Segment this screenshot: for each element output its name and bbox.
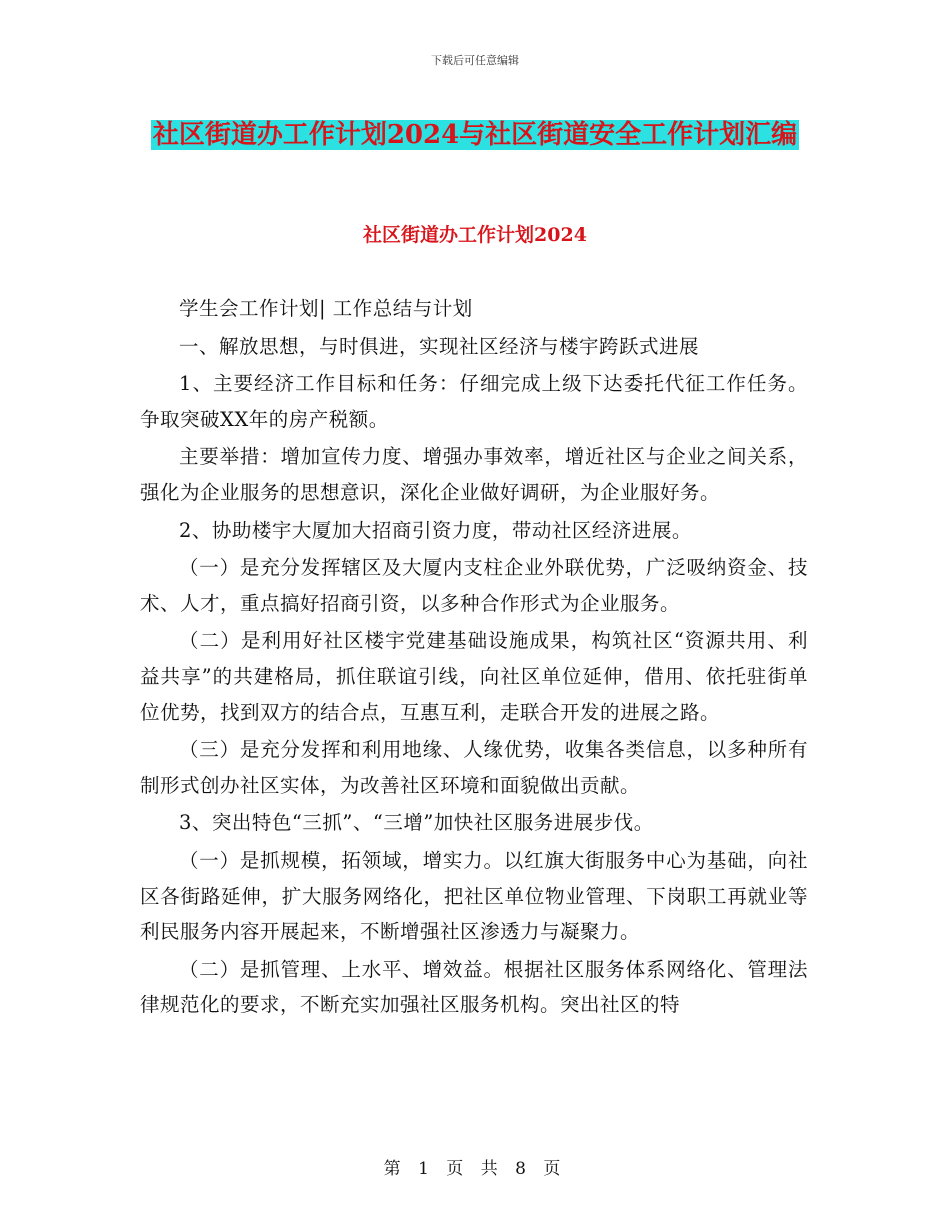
page-footer: 第 1 页 共 8 页: [383, 1159, 567, 1179]
section-title: 社区街道办工作计划2024: [363, 224, 587, 246]
paragraph: （一）是充分发挥辖区及大厦内支柱企业外联优势，广泛吸纳资金、技术、人才，重点搞好招商引资，以多种合作形式为企业服务。: [140, 556, 808, 615]
title-highlight: 社区街道办工作计划2024与社区街道安全工作计划汇编: [152, 120, 798, 150]
paragraph: （二）是利用好社区楼宇党建基础设施成果，构筑社区“资源共用、利益共享”的共建格局，抓住联谊引线，向社区单位延伸，借用、依托驻街单位优势，找到双方的结合点，互惠互利，走联合开发的进展之路。: [140, 629, 808, 724]
paragraph: （三）是充分发挥和利用地缘、人缘优势，收集各类信息，以多种所有制形式创办社区实体，为改善社区环境和面貌做出贡献。: [140, 738, 808, 797]
paragraph: （一）是抓规模，拓领域，增实力。以红旗大街服务中心为基础，向社区各街路延伸，扩大服务网络化，把社区单位物业管理、下岗职工再就业等利民服务内容开展起来，不断增强社区渗透力与凝聚力。: [140, 848, 808, 944]
paragraph: 2、协助楼宇大厦加大招商引资力度，带动社区经济进展。: [179, 518, 692, 542]
paragraph: 3、突出特色“三抓”、“三增”加快社区服务进展步伐。: [179, 811, 654, 835]
paragraph: 一、解放思想，与时俱进，实现社区经济与楼宇跨跃式进展: [179, 334, 700, 358]
paragraph: 主要举措：增加宣传力度、增强办事效率，增近社区与企业之间关系，强化为企业服务的思想意识，深化企业做好调研，为企业服好务。: [140, 445, 808, 504]
paragraph: （二）是抓管理、上水平、增效益。根据社区服务体系网络化、管理法律规范化的要求，不断充实加强社区服务机构。突出社区的特: [140, 957, 808, 1017]
paragraph: 1、主要经济工作目标和任务：仔细完成上级下达委托代征工作任务。争取突破XX年的房产税额。: [140, 372, 808, 431]
document-title: [140, 112, 810, 159]
body-text: [140, 291, 808, 1025]
header-note: 下载后可任意编辑: [431, 54, 519, 67]
paragraph: 学生会工作计划| 工作总结与计划: [179, 297, 473, 320]
